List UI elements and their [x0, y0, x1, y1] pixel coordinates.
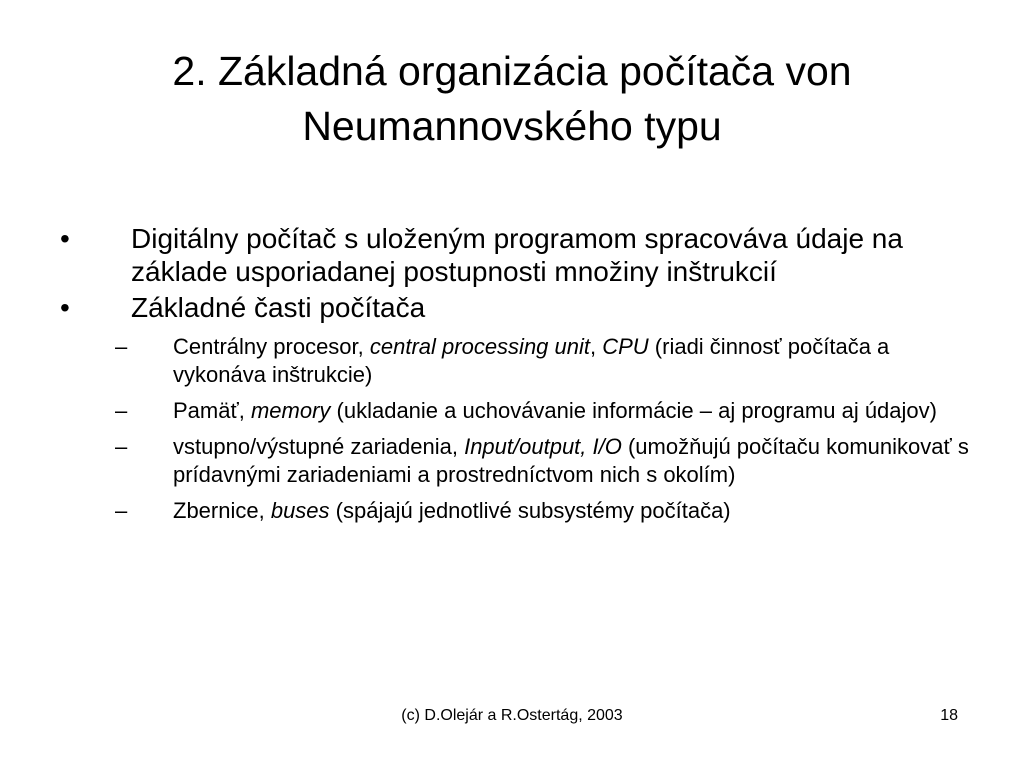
sub-item-term: memory — [250, 398, 331, 423]
sub-item-term: central processing unit — [369, 334, 590, 359]
bullet-marker: • — [60, 292, 70, 323]
sub-item-text — [173, 398, 937, 423]
sub-item-lead: vstupno/výstupné zariadenia, — [173, 434, 465, 459]
sub-item-separator: , — [590, 334, 603, 359]
sub-item-description: (spájajú jednotlivé subsystémy počítača) — [329, 498, 731, 523]
sub-item-text — [173, 334, 889, 387]
dash-marker: – — [115, 398, 128, 423]
sub-item-buses — [0, 497, 973, 525]
sub-item-text — [173, 434, 969, 487]
bullet-item — [0, 222, 951, 288]
sub-item-io — [0, 433, 973, 489]
sub-item-memory — [0, 397, 973, 425]
slide-content — [0, 222, 1024, 533]
bullet-marker: • — [60, 223, 70, 254]
sub-item-lead: Zbernice, — [173, 498, 271, 523]
page-number: 18 — [940, 707, 958, 724]
sub-item-lead: Pamäť, — [173, 398, 251, 423]
sub-item-term: Input/output, I/O — [464, 434, 622, 459]
bullet-item — [0, 291, 951, 324]
dash-marker: – — [115, 434, 128, 459]
sub-item-description: (riadi činnosť počítača a vykonáva inštrukcie) — [173, 334, 890, 387]
sub-item-term: CPU — [602, 334, 649, 359]
sub-item-description: (umožňujú počítaču komunikovať s prídavnými zariadeniami a prostredníctvom nich s okolím) — [173, 434, 969, 487]
sub-item-text — [173, 498, 731, 523]
sub-item-cpu — [0, 333, 973, 389]
slide-title: 2. Základná organizácia počítača von Neumannovského typu — [172, 48, 852, 149]
dash-marker: – — [115, 334, 128, 359]
bullet-text: Digitálny počítač s uloženým programom spracováva údaje na základe usporiadanej postupnosti množiny inštrukcií — [131, 223, 903, 287]
footer-copyright: (c) D.Olejár a R.Ostertág, 2003 — [401, 707, 623, 724]
sub-item-lead: Centrálny procesor, — [173, 334, 370, 359]
bullet-text: Základné časti počítača — [131, 292, 426, 323]
sub-item-description: (ukladanie a uchovávanie informácie – aj programu aj údajov) — [330, 398, 937, 423]
dash-marker: – — [115, 498, 128, 523]
sub-item-term: buses — [270, 498, 330, 523]
